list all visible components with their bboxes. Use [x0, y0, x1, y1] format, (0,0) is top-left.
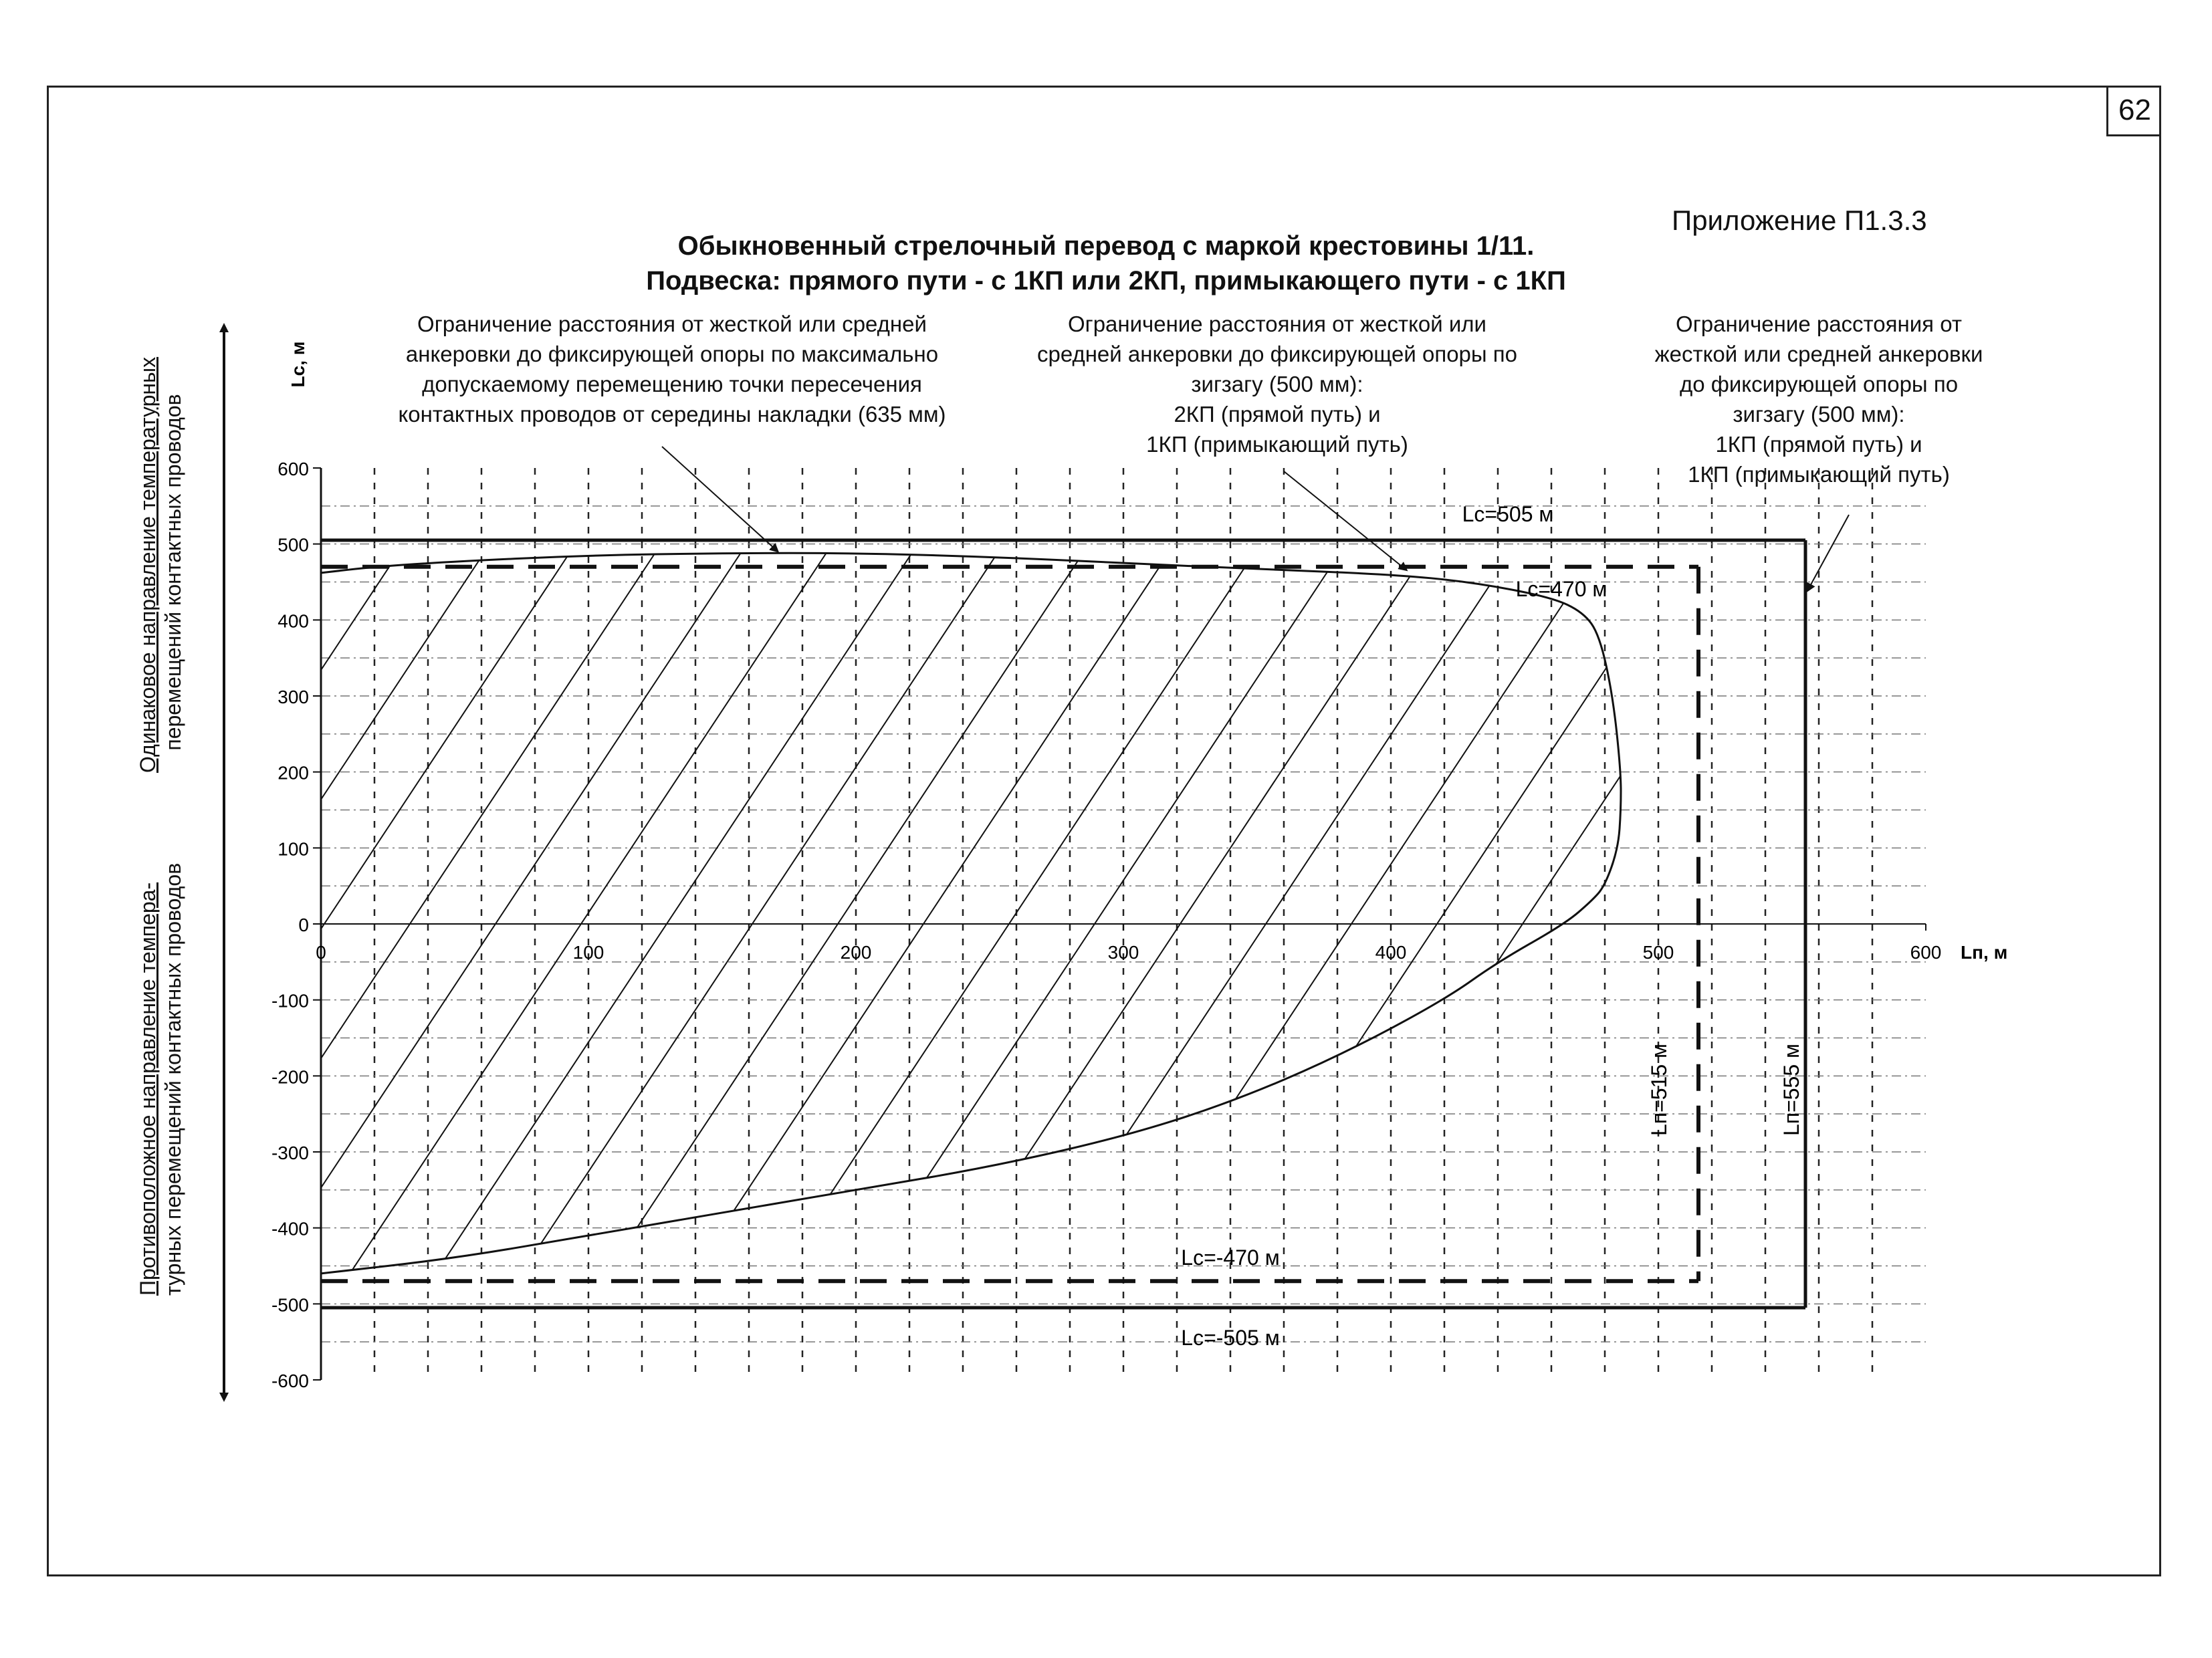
lower-side-label-line2: турных перемещений контактных проводов [161, 862, 185, 1296]
y-tick-label: 200 [278, 762, 309, 784]
page-number: 62 [2106, 86, 2161, 136]
y-axis-label: Lс, м [288, 341, 308, 388]
y-tick-label: -200 [271, 1066, 309, 1088]
limit-line-label: Lп=515 м [1647, 1043, 1671, 1137]
lower-side-label-line1: Противоположное направление темпера- [136, 882, 160, 1296]
pointer-note2 [1284, 471, 1404, 568]
limit-line-label: Lc=505 м [1462, 502, 1554, 526]
y-tick-label: 500 [278, 534, 309, 556]
hatch-line [1862, 334, 2212, 1447]
x-tick-label: 300 [1107, 942, 1139, 963]
y-tick-label: -400 [271, 1218, 309, 1239]
x-tick-label: 0 [316, 942, 326, 963]
y-tick-label: -100 [271, 990, 309, 1012]
y-tick-label: -300 [271, 1143, 309, 1163]
pointer-note1 [662, 447, 776, 550]
limit-line-label: Lc=470 м [1515, 577, 1608, 601]
hatch-line [1690, 334, 2212, 1447]
lower-side-label [135, 862, 186, 1296]
limit-lines [321, 502, 1805, 1350]
hatch-line [2033, 334, 2212, 1447]
appendix-label: Приложение П1.3.3 [1672, 205, 1927, 236]
y-tick-label: 400 [278, 610, 309, 632]
chart-title-line2: Подвеска: прямого пути - с 1КП или 2КП, примыкающего пути - с 1КП [646, 266, 1566, 295]
y-tick-label: 600 [278, 459, 309, 479]
permissible-region-outline [321, 553, 1621, 1274]
upper-side-label [135, 356, 186, 773]
note-max-displacement: Ограничение расстояния от жесткой или средней анкеровки до фиксирующей опоры по максимально допускаемому перемещению точки пересечения контактных проводов от середины накладки (635 мм) [398, 312, 946, 427]
y-tick-label: -500 [271, 1294, 309, 1316]
note-zigzag-2kp: Ограничение расстояния от жесткой или средней анкеровки до фиксирующей опоры по зигзагу (500 мм): 2КП (прямой путь) и 1КП (примыкающий путь) [1036, 312, 1518, 457]
pointer-note3 [1809, 515, 1849, 588]
hatch-line [2204, 334, 2212, 1447]
limit-line-label: Lп=555 м [1779, 1043, 1803, 1137]
hatch-line [1776, 334, 2212, 1447]
x-tick-label: 500 [1642, 942, 1674, 963]
upper-side-label-line1: Одинаковое направление температурных [136, 356, 160, 773]
x-tick-label: 400 [1375, 942, 1407, 963]
y-tick-label: 0 [298, 915, 309, 935]
hatch-line [0, 334, 29, 1447]
hatch-line [0, 334, 714, 1447]
hatch-line [0, 334, 372, 1447]
x-tick-label: 100 [572, 942, 604, 963]
upper-side-label-line2: перемещений контактных проводов [161, 394, 185, 751]
hatch-line [0, 334, 115, 1447]
limit-line-label: Lc=-470 м [1181, 1246, 1280, 1270]
x-tick-label: 600 [1910, 942, 1942, 963]
axes [224, 328, 2007, 1397]
y-tick-label: 100 [278, 838, 309, 860]
x-tick-label: 200 [840, 942, 872, 963]
note-zigzag-1kp: Ограничение расстояния от жесткой или средней анкеровки до фиксирующей опоры по зигзагу (500 мм): 1КП (прямой путь) и 1КП (примыкающий путь) [1654, 312, 1983, 487]
hatch-line [1947, 334, 2212, 1447]
limit-line-label: Lc=-505 м [1181, 1326, 1280, 1350]
hatch-line [2118, 334, 2212, 1447]
chart-title-line1: Обыкновенный стрелочный перевод с маркой крестовины 1/11. [677, 231, 1535, 261]
x-axis-label: Lп, м [1961, 942, 2008, 963]
y-tick-label: -600 [271, 1371, 309, 1391]
y-tick-label: 300 [278, 687, 309, 707]
